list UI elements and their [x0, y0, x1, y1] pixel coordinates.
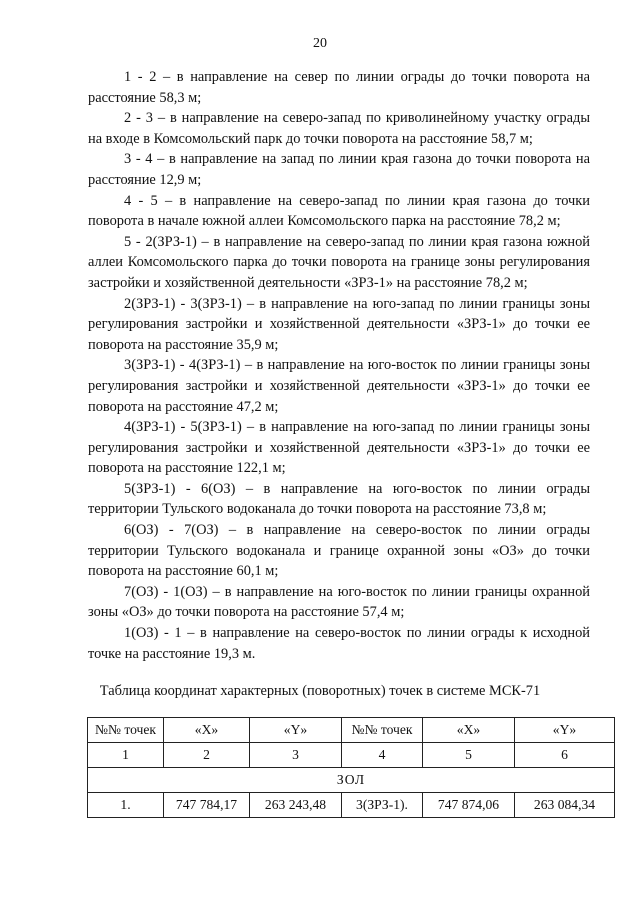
route-paragraph: 6(ОЗ) - 7(ОЗ) – в направление на северо-восток по линии ограды территории Тульского водоканала и границе охранной зоны «ОЗ» до точки поворота на расстояние 60,1 м; — [88, 522, 590, 580]
route-paragraph: 1 - 2 – в направление на север по линии ограды до точки поворота на расстояние 58,3 м; — [88, 69, 590, 106]
route-paragraph: 1(ОЗ) - 1 – в направление на северо-восток по линии ограды к исходной точке на расстояние 19,3 м. — [88, 625, 590, 662]
column-number: 1 — [88, 743, 164, 768]
point-number: 1. — [88, 793, 164, 818]
header-y: «Y» — [250, 718, 342, 743]
coordinates-table — [87, 717, 615, 818]
x-coordinate: 747 874,06 — [423, 793, 515, 818]
column-number: 2 — [164, 743, 250, 768]
header-x: «X» — [164, 718, 250, 743]
table-header-row — [88, 718, 615, 743]
route-paragraph: 4 - 5 – в направление на северо-запад по линии края газона до точки поворота в начале южной аллеи Комсомольского парка на расстояние 78,2 м; — [88, 192, 590, 230]
column-number: 4 — [342, 743, 423, 768]
route-paragraph: 2(ЗРЗ-1) - 3(ЗРЗ-1) – в направление на юго-запад по линии границы зоны регулирования застройки и хозяйственной деятельности «ЗРЗ-1» до точки ее поворота на расстояние 35,9 м; — [88, 295, 590, 353]
point-number: 3(ЗРЗ-1). — [342, 793, 423, 818]
document-body — [88, 67, 590, 664]
table-caption: Таблица координат характерных (поворотных) точек в системе МСК-71 — [99, 683, 541, 699]
route-paragraph: 3 - 4 – в направление на запад по линии края газона до точки поворота на расстояние 12,9 м; — [88, 151, 590, 188]
header-y: «Y» — [515, 718, 615, 743]
zone-row — [88, 768, 615, 793]
header-x: «X» — [423, 718, 515, 743]
column-number: 5 — [423, 743, 515, 768]
page-number: 20 — [313, 36, 327, 51]
route-paragraph: 3(ЗРЗ-1) - 4(ЗРЗ-1) – в направление на юго-восток по линии границы зоны регулирования застройки и хозяйственной деятельности «ЗРЗ-1» до точки ее поворота на расстояние 47,2 м; — [88, 357, 590, 415]
route-paragraph: 5 - 2(ЗРЗ-1) – в направление на северо-запад по линии края газона южной аллеи Комсомольского парка до точки поворота на границе зоны регулирования застройки и хозяйственной деятельности «ЗРЗ-1» на расстояние 78,2 м; — [88, 233, 590, 291]
route-paragraph: 4(ЗРЗ-1) - 5(ЗРЗ-1) – в направление на юго-запад по линии границы зоны регулирования застройки и хозяйственной деятельности «ЗРЗ-1» до точки ее поворота на расстояние 122,1 м; — [88, 419, 590, 477]
y-coordinate: 263 243,48 — [250, 793, 342, 818]
route-paragraph: 2 - 3 – в направление на северо-запад по криволинейному участку ограды на входе в Комсомольский парк до точки поворота на расстояние 58,7 м; — [88, 110, 590, 147]
route-paragraph: 7(ОЗ) - 1(ОЗ) – в направление на юго-восток по линии границы охранной зоны «ОЗ» до точки поворота на расстояние 57,4 м; — [88, 583, 590, 621]
column-number: 3 — [250, 743, 342, 768]
column-number: 6 — [515, 743, 615, 768]
route-paragraph: 5(ЗРЗ-1) - 6(ОЗ) – в направление на юго-восток по линии ограды территории Тульского водоканала до точки поворота на расстояние 73,8 м; — [88, 480, 590, 518]
header-point-number: №№ точек — [342, 718, 423, 743]
x-coordinate: 747 784,17 — [164, 793, 250, 818]
zone-label: ЗОЛ — [88, 768, 615, 793]
column-number-row — [88, 743, 615, 768]
table-row — [88, 793, 615, 818]
y-coordinate: 263 084,34 — [515, 793, 615, 818]
header-point-number: №№ точек — [88, 718, 164, 743]
